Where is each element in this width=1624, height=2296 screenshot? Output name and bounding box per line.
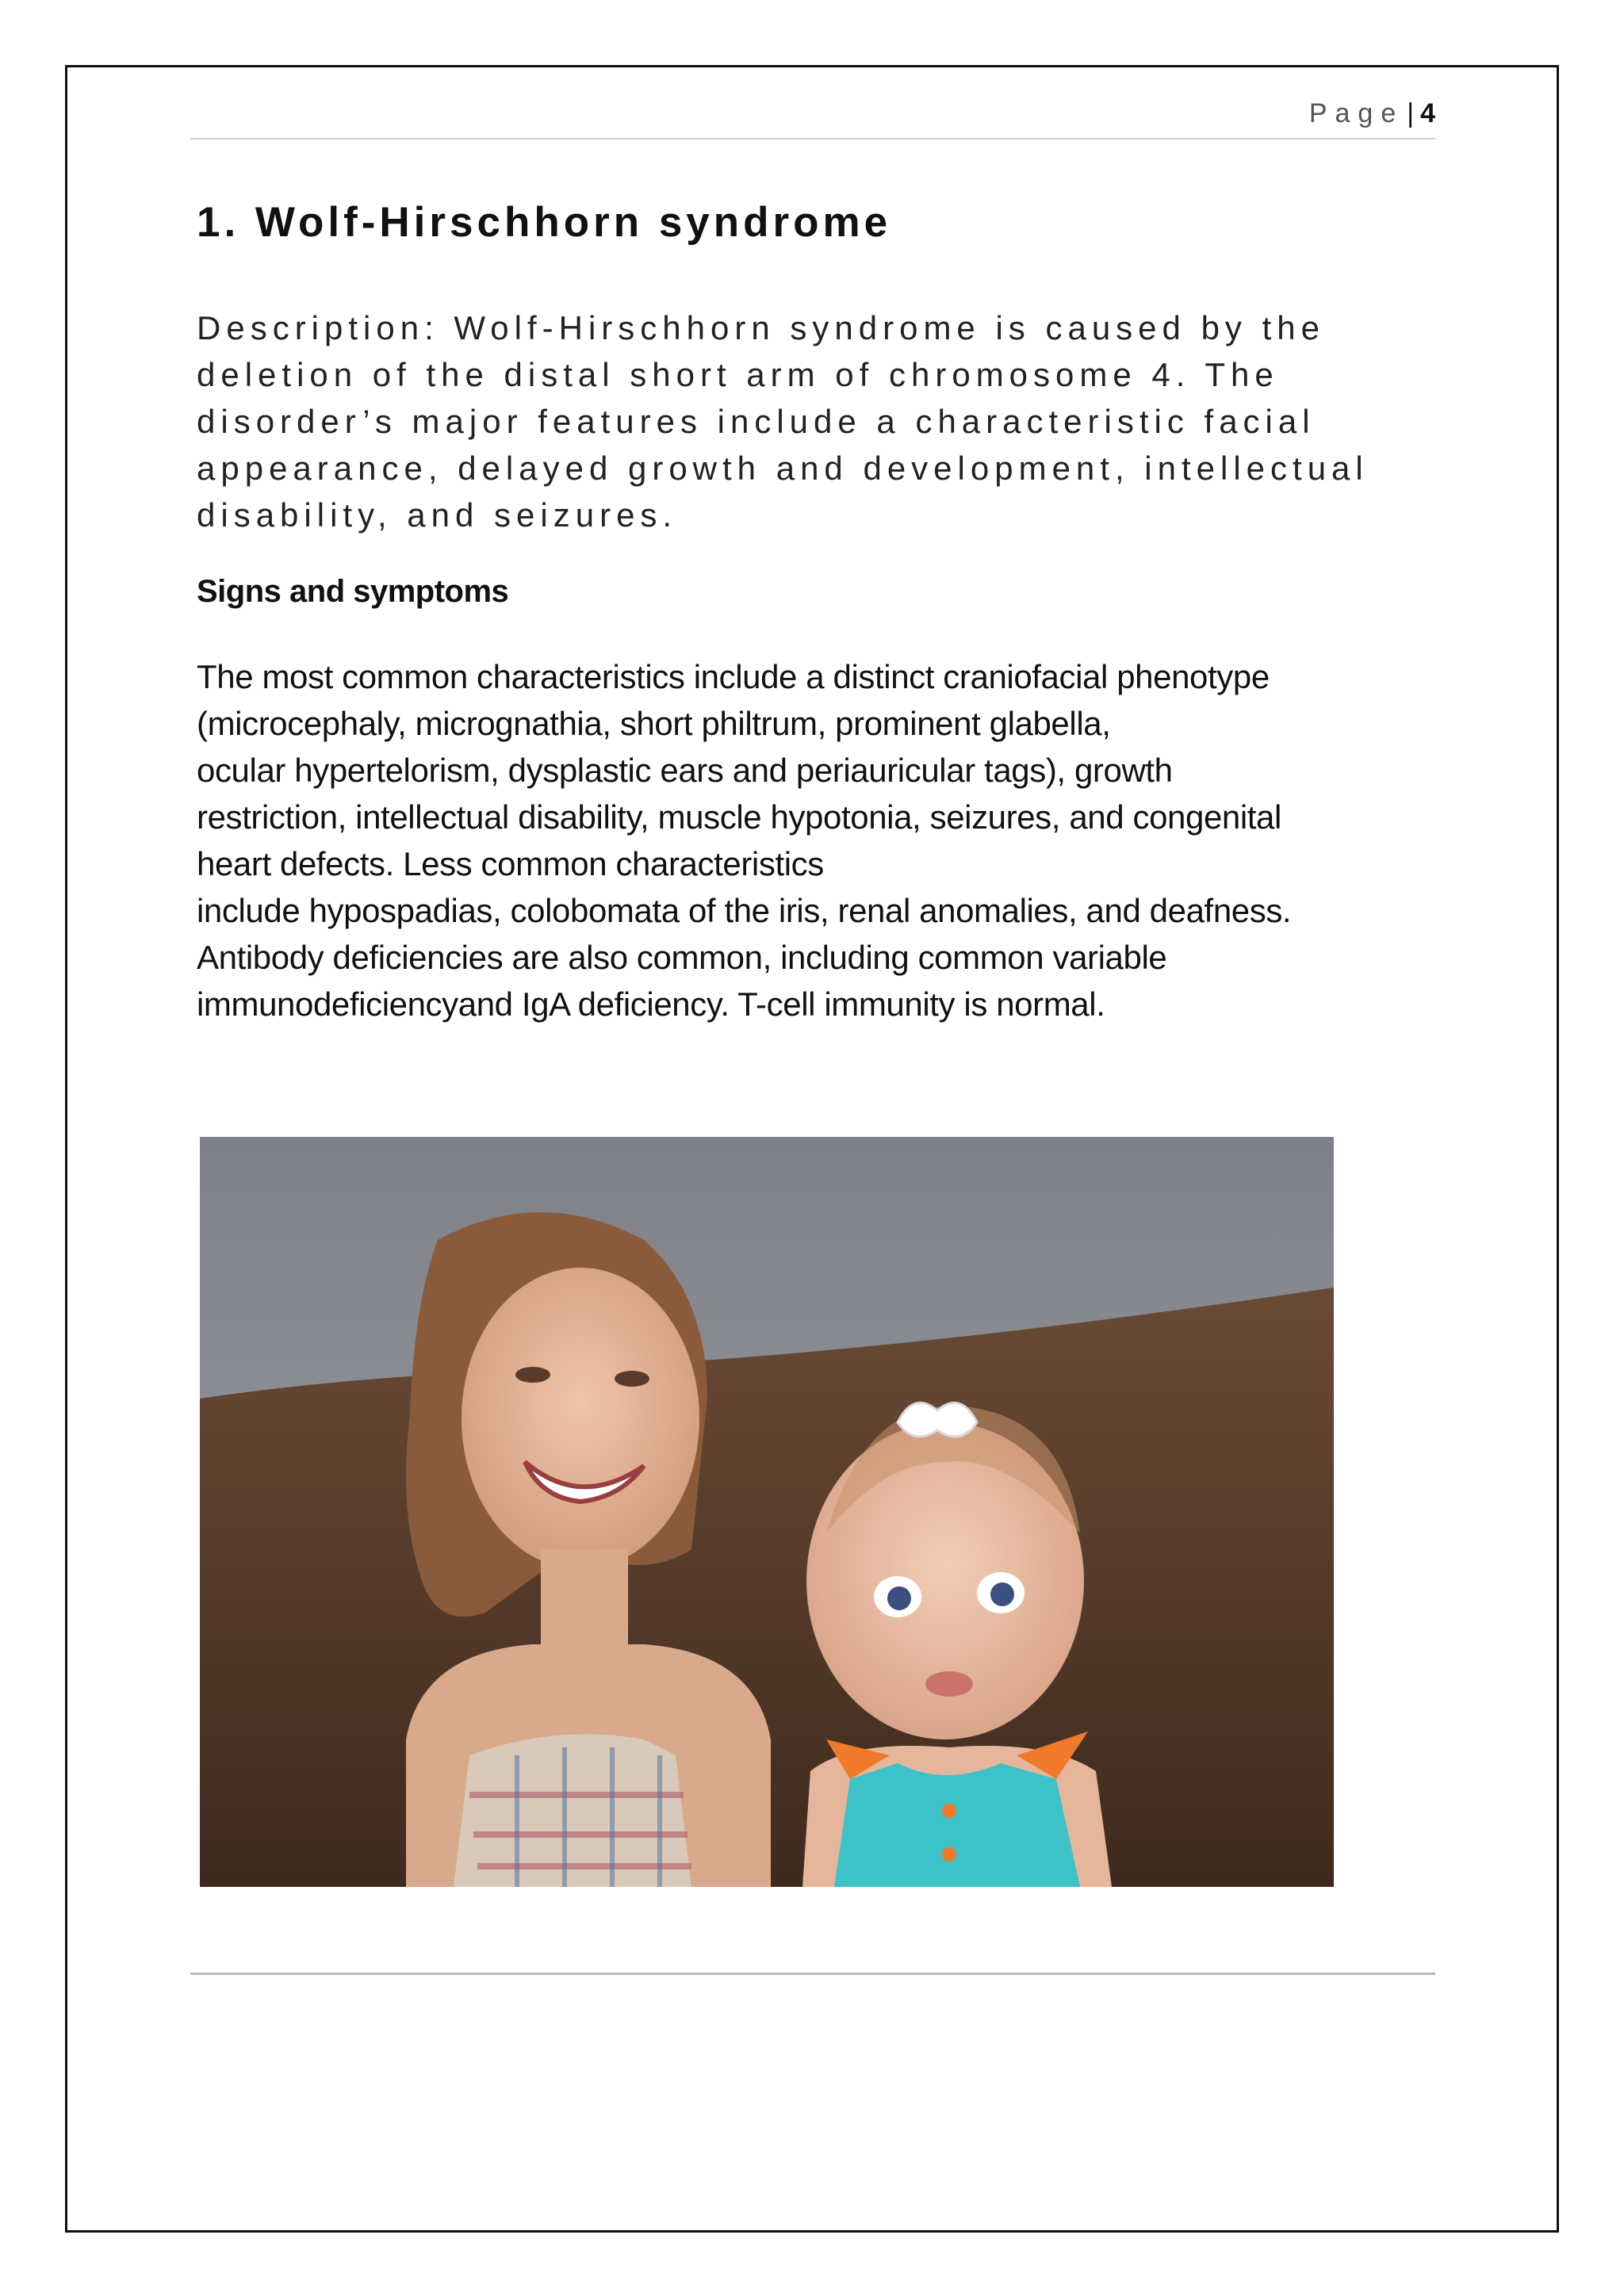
symptoms-line: restriction, intellectual disability, muscle hypotonia, seizures, and congenital [197, 798, 1281, 836]
page-header [190, 94, 1435, 140]
symptoms-paragraph [197, 653, 1434, 1027]
symptoms-line: immunodeficiencyand IgA deficiency. T-cell immunity is normal. [197, 985, 1105, 1023]
description-paragraph: Description: Wolf-Hirschhorn syndrome is caused by the deletion of the distal short arm of chromosome 4. The disorder’s major features include a characteristic facial appearance, delayed growth and development, intellectual disability, and seizures. [197, 309, 1369, 534]
page-number-label [1309, 98, 1435, 129]
page-separator: | [1407, 98, 1415, 128]
photo-illustration [200, 1137, 1334, 1887]
symptoms-line: (microcephaly, micrognathia, short philtrum, prominent glabella, [197, 705, 1111, 742]
baby-romper [834, 1763, 1080, 1887]
girl-face [462, 1268, 699, 1569]
section-title: 1. Wolf-Hirschhorn syndrome [197, 199, 892, 246]
symptoms-line: ocular hypertelorism, dysplastic ears and periauricular tags), growth [197, 752, 1173, 789]
subheading-signs-and-symptoms: Signs and symptoms [197, 574, 509, 609]
symptoms-line: Antibody deficiencies are also common, including common variable [197, 939, 1167, 976]
symptoms-line: heart defects. Less common characteristics [197, 845, 824, 882]
footer-divider [190, 1973, 1435, 1975]
symptoms-line: include hypospadias, colobomata of the iris, renal anomalies, and deafness. [197, 892, 1292, 929]
baby-mouth [925, 1671, 973, 1697]
page-word: Page [1308, 98, 1404, 128]
photo-two-children [200, 1137, 1334, 1887]
symptoms-line: The most common characteristics include a distinct craniofacial phenotype [197, 658, 1270, 695]
page-number: 4 [1420, 98, 1435, 128]
